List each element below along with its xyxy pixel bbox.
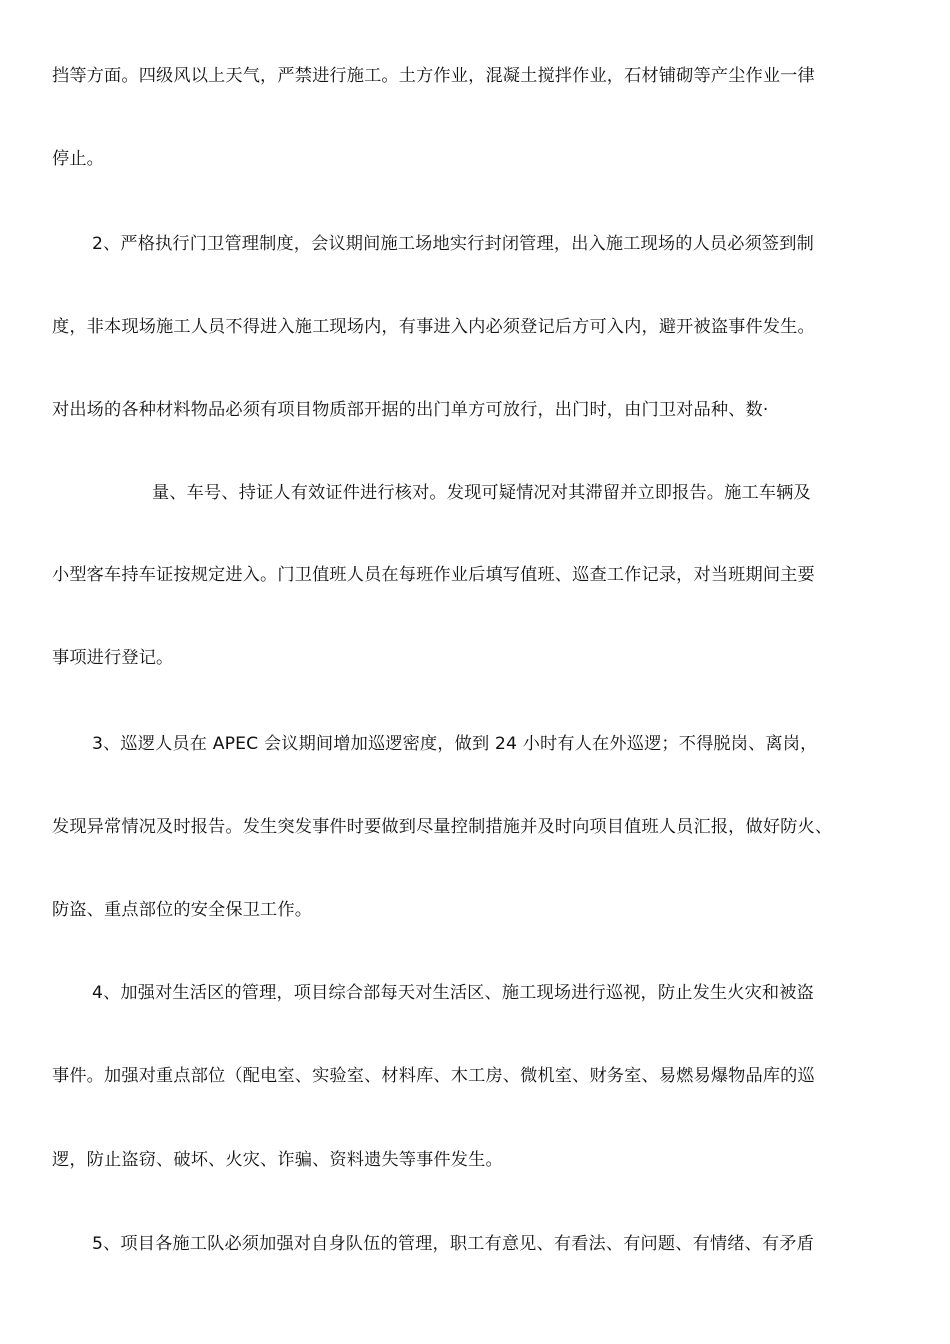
paragraph-2-line-2: 度，非本现场施工人员不得进入施工现场内，有事进入内必须登记后方可入内，避开被盗事件发生。 [52, 317, 815, 337]
paragraph-4-line-2: 事件。加强对重点部位（配电室、实验室、材料库、木工房、微机室、财务室、易燃易爆物品库的巡 [52, 1066, 815, 1086]
paragraph-5-line-1: 5、项目各施工队必须加强对自身队伍的管理，职工有意见、有看法、有问题、有情绪、有矛盾 [92, 1234, 814, 1254]
paragraph-2-line-4: 量、车号、持证人有效证件进行核对。发现可疑情况对其滞留并立即报告。施工车辆及 [152, 483, 811, 503]
paragraph-2-line-5: 小型客车持车证按规定进入。门卫值班人员在每班作业后填写值班、巡查工作记录，对当班期间主要 [52, 565, 815, 585]
paragraph-2-line-6: 事项进行登记。 [52, 648, 174, 668]
paragraph-1-line-1: 挡等方面。四级风以上天气，严禁进行施工。土方作业，混凝土搅拌作业，石材铺砌等产尘作业一律 [52, 66, 815, 86]
paragraph-3-line-1: 3、巡逻人员在 APEC 会议期间增加巡逻密度，做到 24 小时有人在外巡逻；不得脱岗、离岗， [92, 734, 818, 754]
paragraph-3-line-2: 发现异常情况及时报告。发生突发事件时要做到尽量控制措施并及时向项目值班人员汇报，做好防火、 [52, 817, 833, 837]
paragraph-4-line-3: 逻，防止盗窃、破坏、火灾、诈骗、资料遗失等事件发生。 [52, 1150, 503, 1170]
paragraph-1-line-2: 停止。 [52, 149, 105, 169]
paragraph-2-line-3: 对出场的各种材料物品必须有项目物质部开据的出门单方可放行，出门时，由门卫对品种、数· [52, 400, 769, 420]
paragraph-2-line-1: 2、严格执行门卫管理制度，会议期间施工场地实行封闭管理，出入施工现场的人员必须签到制 [92, 234, 814, 254]
paragraph-3-line-3: 防盗、重点部位的安全保卫工作。 [52, 900, 313, 920]
paragraph-4-line-1: 4、加强对生活区的管理，项目综合部每天对生活区、施工现场进行巡视，防止发生火灾和被盗 [92, 983, 814, 1003]
